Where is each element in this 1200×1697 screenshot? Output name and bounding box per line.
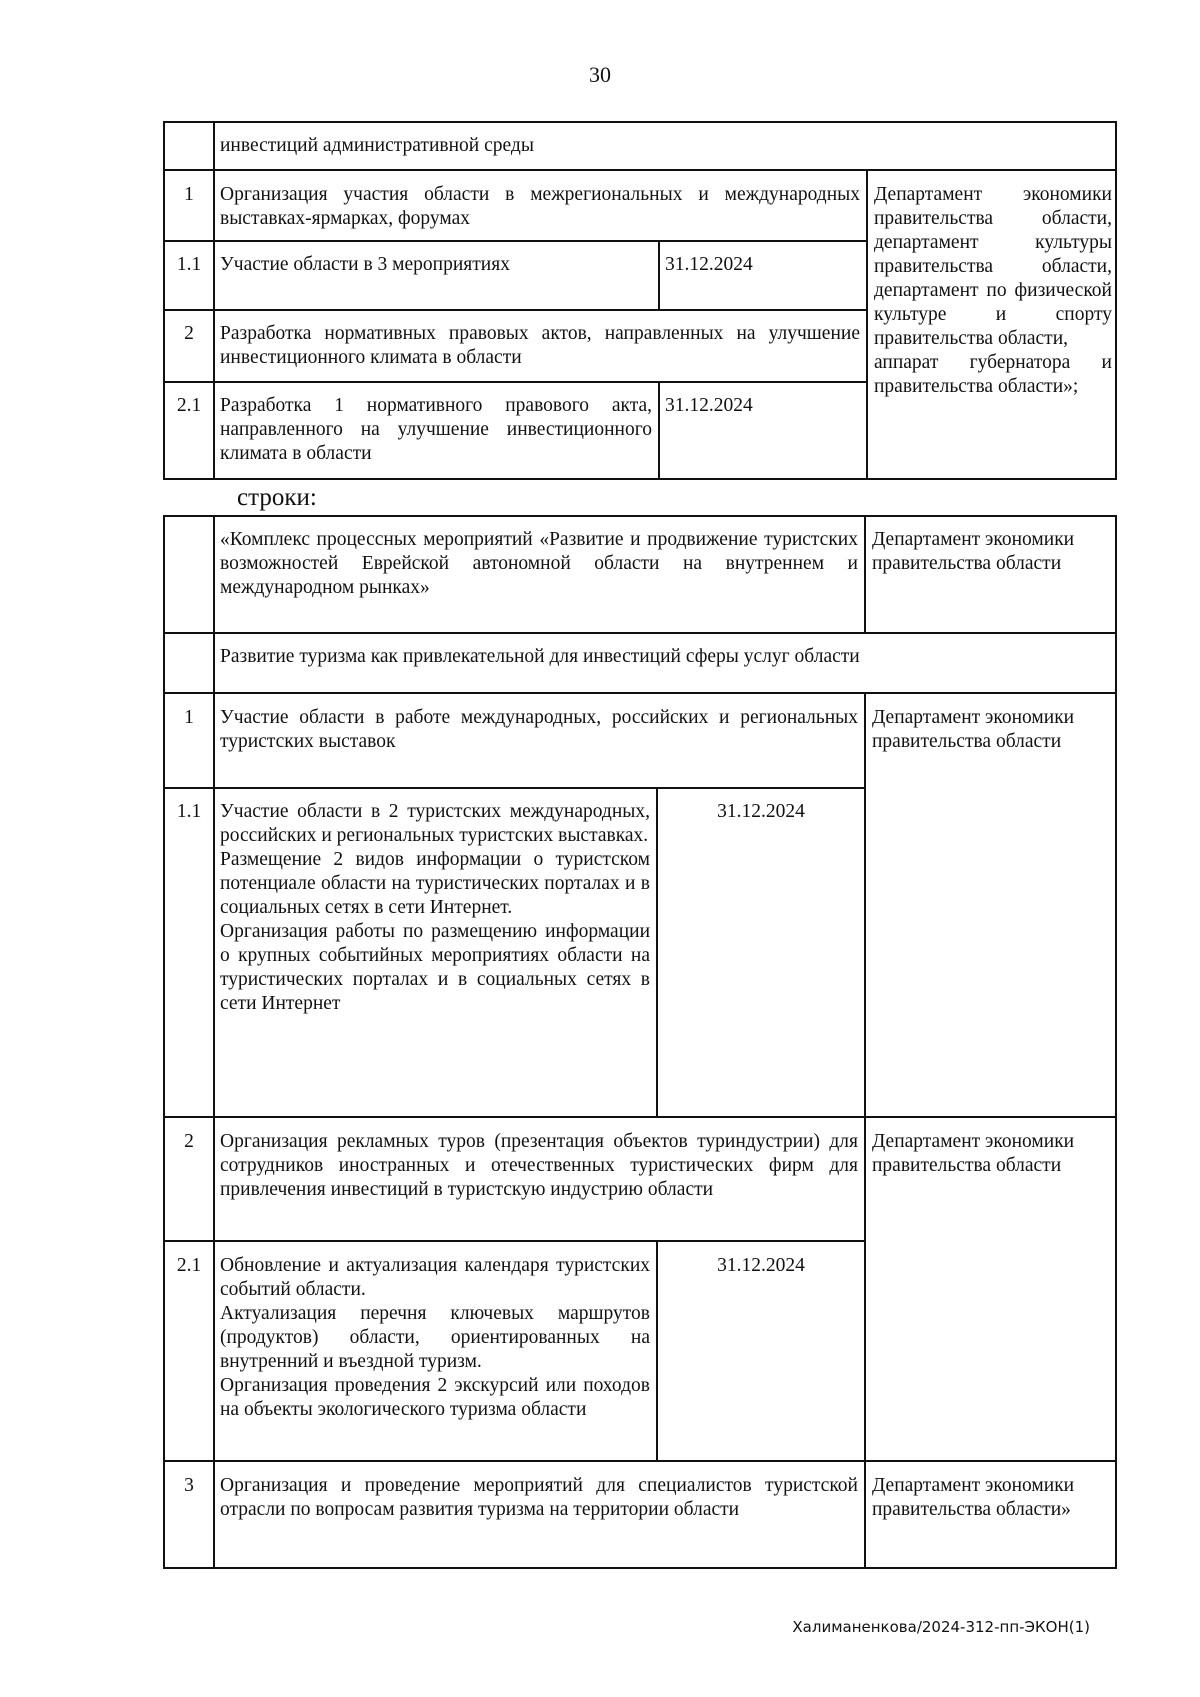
t1-row-num: 1.1 <box>176 254 202 275</box>
t2-row-text: Организация рекламных туров (презентация объектов туриндустрии) для сотрудников иностранных и отечественных туристических фирм для привлечения инвестиций в туристскую индустрию области <box>220 1131 858 1200</box>
t2-row-num: 2.1 <box>176 1255 202 1276</box>
t2-row-date: 31.12.2024 <box>717 1255 805 1276</box>
t2-complex-responsible: Департамент экономики правительства области <box>872 529 1075 574</box>
t1-row-date: 31.12.2024 <box>665 395 753 416</box>
t2-row-text: Обновление и актуализация календаря туристских событий области. Актуализация перечня ключевых маршрутов (продуктов) области, ориентированных на внутренний и въездной туризм. Организация проведения 2 экскурсий или походов на объекты экологического туризма области <box>220 1255 650 1420</box>
t2-row-responsible: Департамент экономики правительства области» <box>872 1475 1075 1520</box>
t1-row-text: Разработка нормативных правовых актов, направленных на улучшение инвестиционного климата в области <box>220 323 860 368</box>
t2-task: Развитие туризма как привлекательной для инвестиций сферы услуг области <box>220 646 860 667</box>
t2-row-responsible: Департамент экономики правительства области <box>872 707 1075 752</box>
strokes-label: строки: <box>237 484 317 511</box>
t1-responsible: Департамент экономики правительства области, департамент культуры правительства области, департамент по физической культуре и спорту правительства области, аппарат губернатора и правительства области»; <box>874 184 1112 397</box>
t2-row-num: 2 <box>184 1131 194 1152</box>
t1-row-text: Организация участия области в межрегиональных и международных выставках-ярмарках, форумах <box>220 184 860 229</box>
t2-complex-title: «Комплекс процессных мероприятий «Развитие и продвижение туристских возможностей Еврейской автономной области на внутреннем и международном рынках» <box>220 529 858 598</box>
t1-row-text: Участие области в 3 мероприятиях <box>220 254 510 275</box>
t2-row-text: Участие области в работе международных, российских и региональных туристских выставок <box>220 707 858 752</box>
document-code: Халиманенкова/2024-312-пп-ЭКОН(1) <box>792 1618 1090 1636</box>
t1-row-num: 2 <box>184 323 194 344</box>
t2-row-text: Участие области в 2 туристских международных, российских и региональных туристских выставках. Размещение 2 видов информации о туристском потенциале области на туристических порталах и в социальных сетях в сети Интернет. Организация работы по размещению информации о крупных событийных мероприятиях области на туристических порталах и в социальных сетях в сети Интернет <box>220 801 650 1014</box>
t1-row-num: 2.1 <box>176 395 202 416</box>
t1-row-num: 1 <box>184 184 194 205</box>
t2-row-num: 3 <box>184 1475 194 1496</box>
t1-row-text: Разработка 1 нормативного правового акта, направленного на улучшение инвестиционного климата в области <box>220 395 652 464</box>
t2-row-num: 1.1 <box>176 801 202 822</box>
page-number: 30 <box>589 62 611 87</box>
t1-header-text: инвестиций административной среды <box>220 135 534 156</box>
t1-row-date: 31.12.2024 <box>665 254 753 275</box>
t2-row-text: Организация и проведение мероприятий для специалистов туристской отрасли по вопросам развития туризма на территории области <box>220 1475 858 1520</box>
t2-row-num: 1 <box>184 707 194 728</box>
t2-row-date: 31.12.2024 <box>717 801 805 822</box>
t2-row-responsible: Департамент экономики правительства области <box>872 1131 1075 1176</box>
